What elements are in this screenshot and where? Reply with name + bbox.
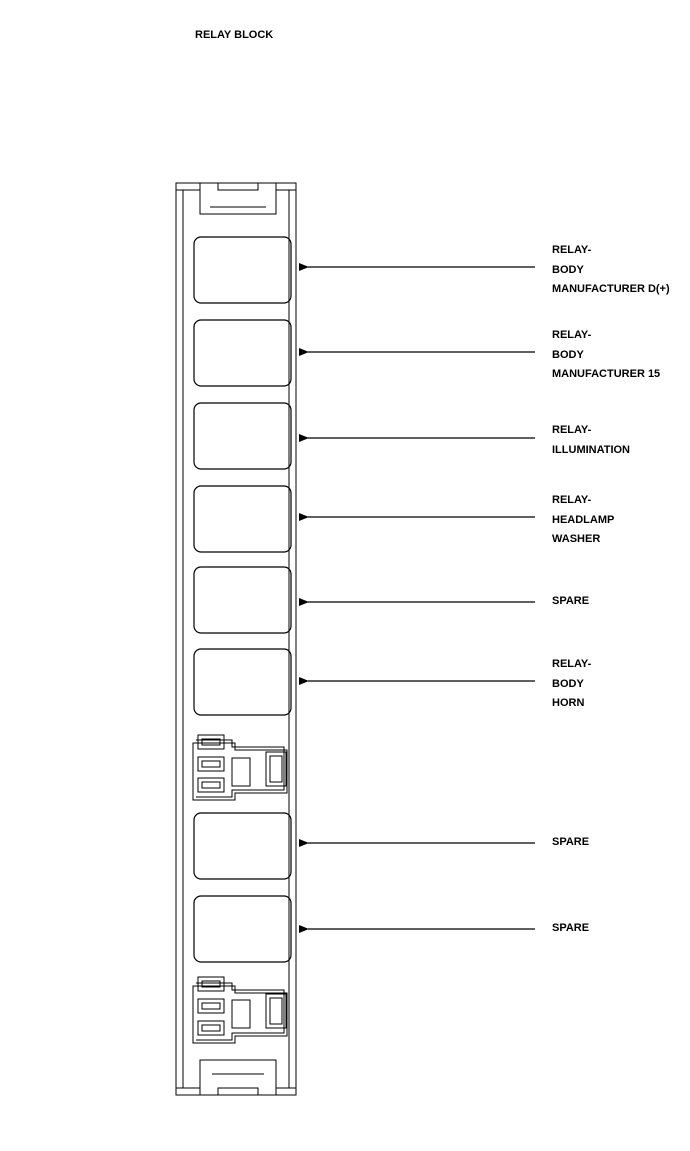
connector-1 [193,735,287,800]
label-line: HEADLAMP [552,513,615,526]
relay-slot-5 [194,567,291,633]
label-line: RELAY- [552,494,592,506]
relay-slot-2 [194,320,291,386]
relay-label-6 [552,655,591,714]
relay-label-8 [552,919,589,939]
label-line: SPARE [552,595,590,607]
relay-slot-7 [194,813,291,879]
label-line: RELAY- [552,424,592,436]
label-line: ILLUMINATION [552,443,631,456]
label-line: BODY [552,263,584,276]
connector-2 [193,977,287,1043]
label-line: RELAY- [552,329,592,341]
relay-label-5 [552,592,589,612]
relay-slot-8 [194,896,291,962]
label-line: SPARE [552,922,590,934]
diagram-title: RELAY BLOCK [195,29,274,41]
relay-label-3 [552,421,630,460]
label-line: MANUFACTURER 15 [552,368,661,380]
label-line: MANUFACTURER D(+) [552,283,670,295]
relay-label-4 [552,491,614,550]
relay-label-2 [552,326,660,385]
label-line: BODY [552,348,584,361]
top-latch [200,183,276,214]
relay-label-7 [552,833,589,853]
relay-slot-6 [194,649,291,715]
relay-slot-1 [194,237,291,303]
label-line: WASHER [552,533,601,545]
relay-slot-3 [194,403,291,469]
label-line: RELAY- [552,658,592,670]
label-line: HORN [552,697,585,709]
label-line: SPARE [552,836,590,848]
bottom-latch [200,1060,276,1095]
relay-label-1 [552,241,670,300]
label-line: BODY [552,677,584,690]
label-line: RELAY- [552,244,592,256]
relay-slot-4 [194,486,291,552]
